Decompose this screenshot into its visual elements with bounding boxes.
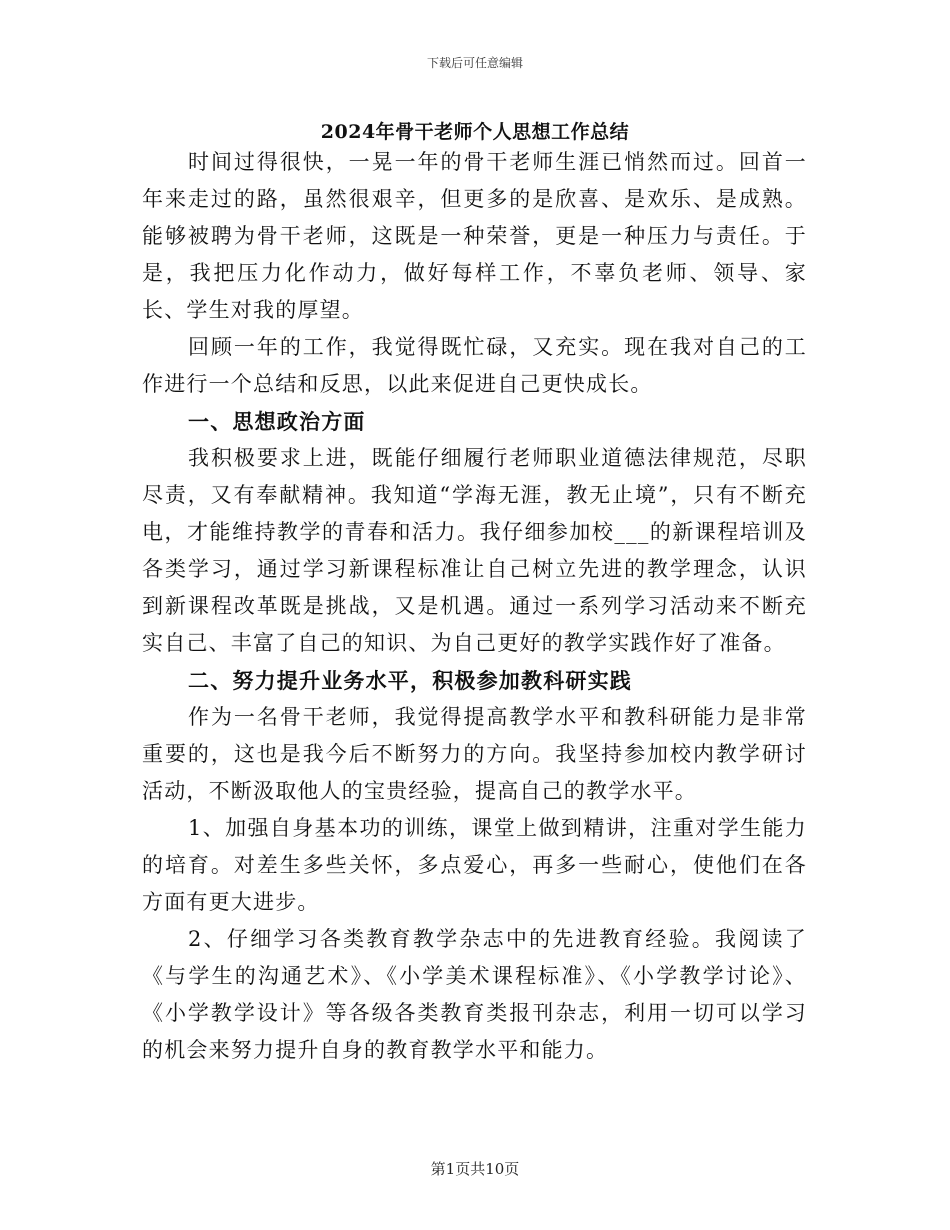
document-body bbox=[142, 144, 807, 1069]
section-heading-2: 二、努力提升业务水平，积极参加教科研实践 bbox=[188, 668, 632, 693]
paragraph-teaching: 作为一名骨干老师，我觉得提高教学水平和教科研能力是非常重要的，这也是我今后不断努力的方向。我坚持参加校内教学研讨活动，不断汲取他人的宝贵经验，提高自己的教学水平。 bbox=[142, 705, 807, 803]
section-heading-1: 一、思想政治方面 bbox=[188, 409, 366, 434]
document-title: 2024年骨干老师个人思想工作总结 bbox=[320, 121, 630, 143]
paragraph-item-1: 1、加强自身基本功的训练，课堂上做到精讲，注重对学生能力的培育。对差生多些关怀，多点爱心，再多一些耐心，使他们在各方面有更大进步。 bbox=[142, 816, 807, 914]
page-footer: 第1页共10页 bbox=[430, 1160, 520, 1178]
paragraph-politics: 我积极要求上进，既能仔细履行老师职业道德法律规范，尽职尽责，又有奉献精神。我知道“学海无涯，教无止境”，只有不断充电，才能维持教学的青春和活力。我仔细参加校___的新课程培训及各类学习，通过学习新课程标准让自己树立先进的教学理念，认识到新课程改革既是挑战，又是机遇。通过一系列学习活动来不断充实自己、丰富了自己的知识、为自己更好的教学实践作好了准备。 bbox=[142, 446, 807, 655]
header-note: 下载后可任意编辑 bbox=[426, 56, 523, 70]
paragraph-intro: 时间过得很快，一晃一年的骨干老师生涯已悄然而过。回首一年来走过的路，虽然很艰辛，但更多的是欣喜、是欢乐、是成熟。能够被聘为骨干老师，这既是一种荣誉，更是一种压力与责任。于是，我把压力化作动力，做好每样工作，不辜负老师、领导、家长、学生对我的厚望。 bbox=[142, 150, 807, 322]
paragraph-review: 回顾一年的工作，我觉得既忙碌，又充实。现在我对自己的工作进行一个总结和反思，以此来促进自己更快成长。 bbox=[142, 335, 807, 396]
paragraph-item-2: 2、仔细学习各类教育教学杂志中的先进教育经验。我阅读了《与学生的沟通艺术》、《小学美术课程标准》、《小学教学讨论》、《小学教学设计》等各级各类教育类报刊杂志，利用一切可以学习的机会来努力提升自身的教育教学水平和能力。 bbox=[142, 927, 807, 1062]
